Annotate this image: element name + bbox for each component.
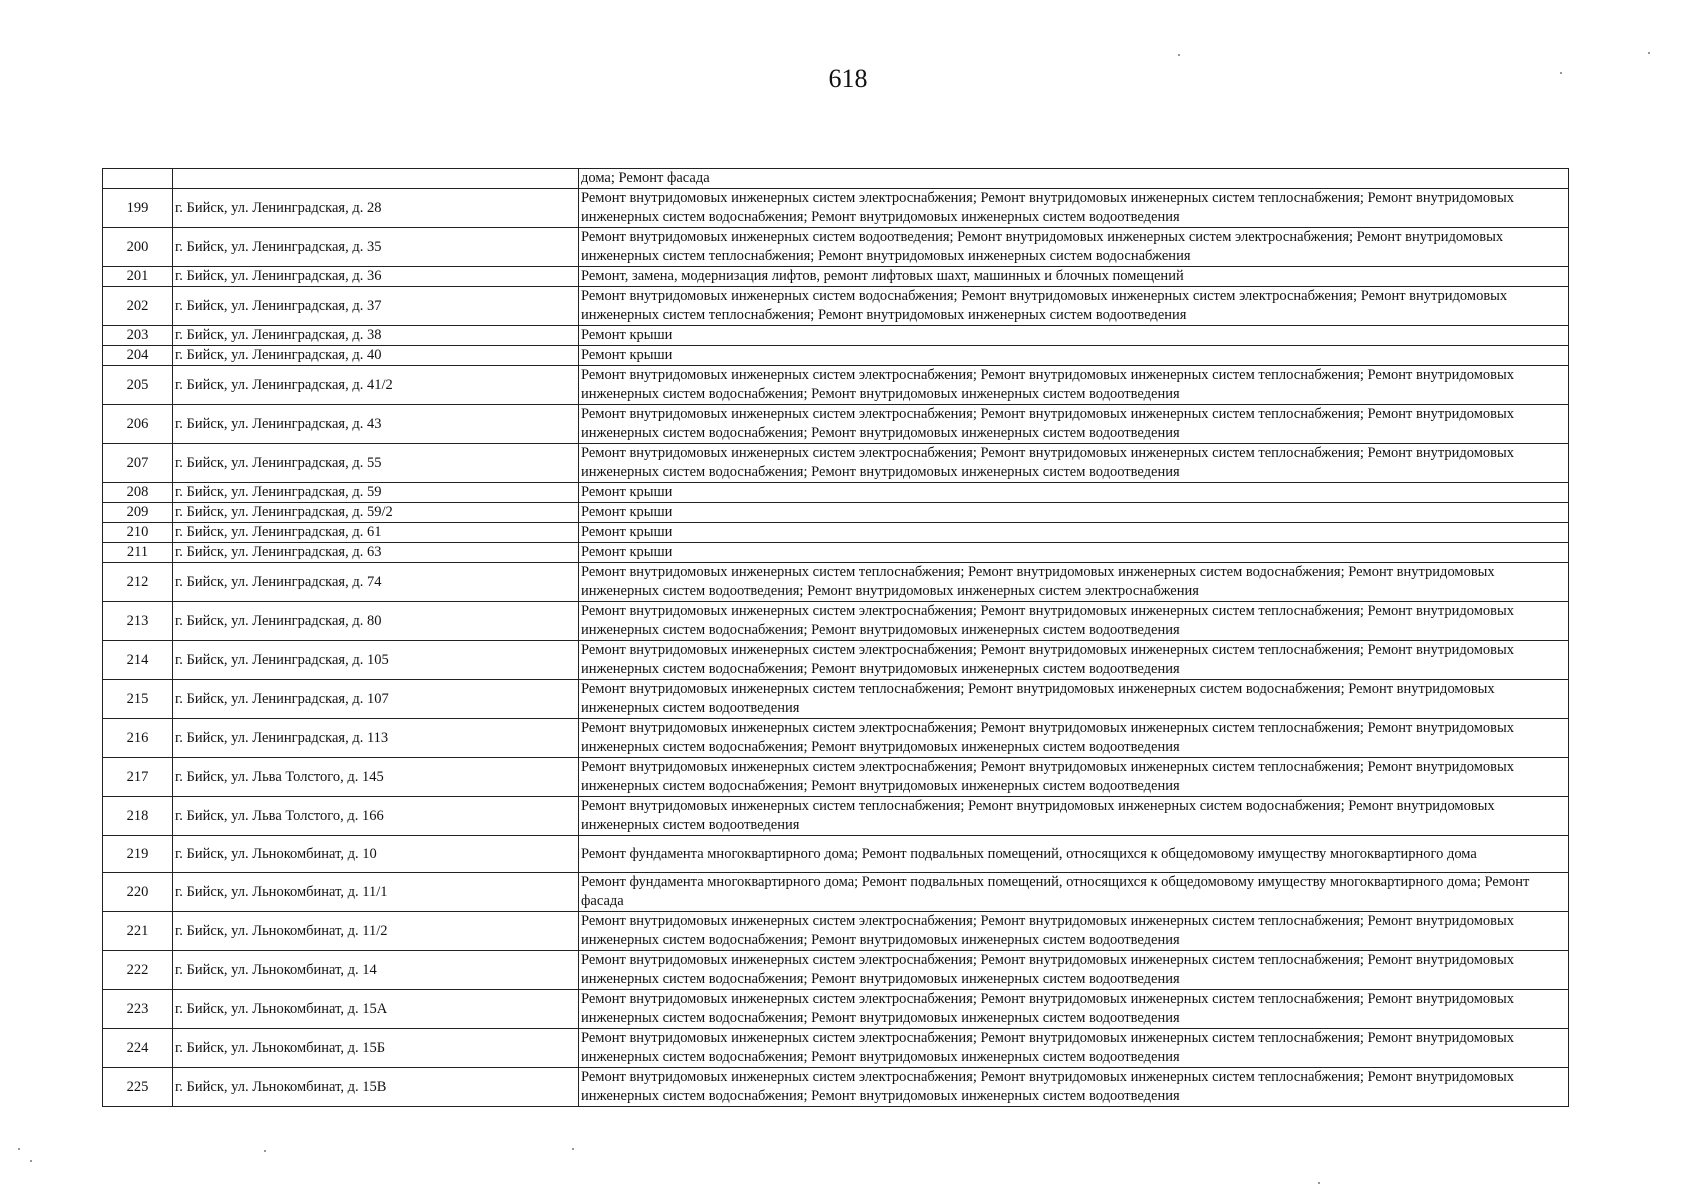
row-number: 225 [103,1068,173,1107]
scan-speck [18,1148,20,1150]
row-work-types: Ремонт внутридомовых инженерных систем электроснабжения; Ремонт внутридомовых инженерных систем теплоснабжения; Ремонт внутридомовых инженерных систем водоснабжения; Ремонт внутридомовых инженерных систем водоотведения [579,951,1569,990]
row-work-types: Ремонт внутридомовых инженерных систем электроснабжения; Ремонт внутридомовых инженерных систем теплоснабжения; Ремонт внутридомовых инженерных систем водоснабжения; Ремонт внутридомовых инженерных систем водоотведения [579,912,1569,951]
row-number: 203 [103,326,173,346]
row-work-types: Ремонт внутридомовых инженерных систем теплоснабжения; Ремонт внутридомовых инженерных систем водоснабжения; Ремонт внутридомовых инженерных систем водоотведения [579,797,1569,836]
row-work-types: Ремонт внутридомовых инженерных систем теплоснабжения; Ремонт внутридомовых инженерных систем водоснабжения; Ремонт внутридомовых инженерных систем водоотведения; Ремонт внутридомовых инженерных систем электроснабжения [579,563,1569,602]
table-row [103,563,1569,602]
row-address: г. Бийск, ул. Ленинградская, д. 41/2 [173,366,579,405]
row-address: г. Бийск, ул. Ленинградская, д. 113 [173,719,579,758]
table-row [103,680,1569,719]
row-address: г. Бийск, ул. Льва Толстого, д. 166 [173,797,579,836]
scan-speck [264,1150,266,1152]
row-number: 216 [103,719,173,758]
page-number: 618 [828,64,868,93]
row-work-types: Ремонт внутридомовых инженерных систем электроснабжения; Ремонт внутридомовых инженерных систем теплоснабжения; Ремонт внутридомовых инженерных систем водоснабжения; Ремонт внутридомовых инженерных систем водоотведения [579,758,1569,797]
row-work-types: Ремонт крыши [579,543,1569,563]
row-address: г. Бийск, ул. Ленинградская, д. 80 [173,602,579,641]
row-number: 220 [103,873,173,912]
row-number: 218 [103,797,173,836]
table-row [103,912,1569,951]
table-row [103,483,1569,503]
row-number: 214 [103,641,173,680]
row-number: 209 [103,503,173,523]
table-row [103,189,1569,228]
row-address: г. Бийск, ул. Ленинградская, д. 55 [173,444,579,483]
row-number: 210 [103,523,173,543]
row-address: г. Бийск, ул. Ленинградская, д. 36 [173,267,579,287]
table-row [103,602,1569,641]
row-work-types: Ремонт крыши [579,346,1569,366]
row-work-types: Ремонт крыши [579,483,1569,503]
row-work-types: Ремонт внутридомовых инженерных систем электроснабжения; Ремонт внутридомовых инженерных систем теплоснабжения; Ремонт внутридомовых инженерных систем водоснабжения; Ремонт внутридомовых инженерных систем водоотведения [579,444,1569,483]
row-address [173,169,579,189]
row-work-types: Ремонт внутридомовых инженерных систем водоснабжения; Ремонт внутридомовых инженерных систем электроснабжения; Ремонт внутридомовых инженерных систем теплоснабжения; Ремонт внутридомовых инженерных систем водоотведения [579,287,1569,326]
table-row [103,1068,1569,1107]
row-work-types: Ремонт внутридомовых инженерных систем теплоснабжения; Ремонт внутридомовых инженерных систем водоснабжения; Ремонт внутридомовых инженерных систем водоотведения [579,680,1569,719]
row-work-types: Ремонт внутридомовых инженерных систем электроснабжения; Ремонт внутридомовых инженерных систем теплоснабжения; Ремонт внутридомовых инженерных систем водоснабжения; Ремонт внутридомовых инженерных систем водоотведения [579,1068,1569,1107]
row-address: г. Бийск, ул. Льнокомбинат, д. 10 [173,836,579,873]
table-row [103,1029,1569,1068]
row-number: 212 [103,563,173,602]
row-number: 213 [103,602,173,641]
row-number: 215 [103,680,173,719]
row-address: г. Бийск, ул. Ленинградская, д. 37 [173,287,579,326]
scan-speck [1648,52,1650,54]
row-work-types: Ремонт крыши [579,523,1569,543]
row-number: 202 [103,287,173,326]
row-work-types: Ремонт внутридомовых инженерных систем водоотведения; Ремонт внутридомовых инженерных систем электроснабжения; Ремонт внутридомовых инженерных систем теплоснабжения; Ремонт внутридомовых инженерных систем водоснабжения [579,228,1569,267]
row-work-types: Ремонт внутридомовых инженерных систем электроснабжения; Ремонт внутридомовых инженерных систем теплоснабжения; Ремонт внутридомовых инженерных систем водоснабжения; Ремонт внутридомовых инженерных систем водоотведения [579,602,1569,641]
row-address: г. Бийск, ул. Льнокомбинат, д. 15Б [173,1029,579,1068]
table-row [103,169,1569,189]
row-address: г. Бийск, ул. Ленинградская, д. 59 [173,483,579,503]
row-work-types: Ремонт внутридомовых инженерных систем электроснабжения; Ремонт внутридомовых инженерных систем теплоснабжения; Ремонт внутридомовых инженерных систем водоснабжения; Ремонт внутридомовых инженерных систем водоотведения [579,641,1569,680]
row-number: 199 [103,189,173,228]
scan-speck [572,1148,574,1150]
table-row [103,797,1569,836]
row-address: г. Бийск, ул. Ленинградская, д. 43 [173,405,579,444]
table-row [103,990,1569,1029]
scan-speck [1178,54,1180,56]
row-number: 224 [103,1029,173,1068]
row-number: 211 [103,543,173,563]
row-number: 222 [103,951,173,990]
row-work-types: дома; Ремонт фасада [579,169,1569,189]
row-work-types: Ремонт внутридомовых инженерных систем электроснабжения; Ремонт внутридомовых инженерных систем теплоснабжения; Ремонт внутридомовых инженерных систем водоснабжения; Ремонт внутридомовых инженерных систем водоотведения [579,1029,1569,1068]
row-address: г. Бийск, ул. Ленинградская, д. 63 [173,543,579,563]
row-address: г. Бийск, ул. Ленинградская, д. 38 [173,326,579,346]
table-row [103,346,1569,366]
scan-speck [1318,1182,1320,1184]
table-row [103,641,1569,680]
row-address: г. Бийск, ул. Льнокомбинат, д. 15А [173,990,579,1029]
row-work-types: Ремонт внутридомовых инженерных систем электроснабжения; Ремонт внутридомовых инженерных систем теплоснабжения; Ремонт внутридомовых инженерных систем водоснабжения; Ремонт внутридомовых инженерных систем водоотведения [579,405,1569,444]
table-row [103,543,1569,563]
row-number: 204 [103,346,173,366]
row-address: г. Бийск, ул. Ленинградская, д. 74 [173,563,579,602]
row-number: 208 [103,483,173,503]
table-row [103,405,1569,444]
table-row [103,758,1569,797]
row-number [103,169,173,189]
row-number: 200 [103,228,173,267]
row-work-types: Ремонт внутридомовых инженерных систем электроснабжения; Ремонт внутридомовых инженерных систем теплоснабжения; Ремонт внутридомовых инженерных систем водоснабжения; Ремонт внутридомовых инженерных систем водоотведения [579,189,1569,228]
row-address: г. Бийск, ул. Ленинградская, д. 61 [173,523,579,543]
row-address: г. Бийск, ул. Ленинградская, д. 35 [173,228,579,267]
row-address: г. Бийск, ул. Ленинградская, д. 59/2 [173,503,579,523]
row-work-types: Ремонт внутридомовых инженерных систем электроснабжения; Ремонт внутридомовых инженерных систем теплоснабжения; Ремонт внутридомовых инженерных систем водоснабжения; Ремонт внутридомовых инженерных систем водоотведения [579,990,1569,1029]
table-row [103,326,1569,346]
scan-speck [30,1160,32,1162]
table-row [103,444,1569,483]
table-row [103,503,1569,523]
row-address: г. Бийск, ул. Ленинградская, д. 40 [173,346,579,366]
registry-body [103,169,1569,1107]
row-number: 201 [103,267,173,287]
repair-registry-table [102,168,1569,1107]
row-address: г. Бийск, ул. Льнокомбинат, д. 15В [173,1068,579,1107]
row-address: г. Бийск, ул. Льнокомбинат, д. 11/2 [173,912,579,951]
row-work-types: Ремонт фундамента многоквартирного дома; Ремонт подвальных помещений, относящихся к общедомовому имуществу многоквартирного дома [579,836,1569,873]
table-row [103,287,1569,326]
table-row [103,836,1569,873]
table-row [103,873,1569,912]
table-row [103,267,1569,287]
row-address: г. Бийск, ул. Льнокомбинат, д. 14 [173,951,579,990]
table-row [103,719,1569,758]
row-work-types: Ремонт внутридомовых инженерных систем электроснабжения; Ремонт внутридомовых инженерных систем теплоснабжения; Ремонт внутридомовых инженерных систем водоснабжения; Ремонт внутридомовых инженерных систем водоотведения [579,366,1569,405]
row-number: 206 [103,405,173,444]
row-number: 217 [103,758,173,797]
row-work-types: Ремонт крыши [579,326,1569,346]
scan-speck [1560,72,1562,74]
row-number: 207 [103,444,173,483]
table-row [103,523,1569,543]
row-address: г. Бийск, ул. Льва Толстого, д. 145 [173,758,579,797]
row-number: 223 [103,990,173,1029]
table-row [103,228,1569,267]
row-work-types: Ремонт внутридомовых инженерных систем электроснабжения; Ремонт внутридомовых инженерных систем теплоснабжения; Ремонт внутридомовых инженерных систем водоснабжения; Ремонт внутридомовых инженерных систем водоотведения [579,719,1569,758]
row-number: 205 [103,366,173,405]
row-address: г. Бийск, ул. Ленинградская, д. 105 [173,641,579,680]
row-work-types: Ремонт крыши [579,503,1569,523]
table-row [103,951,1569,990]
row-address: г. Бийск, ул. Ленинградская, д. 28 [173,189,579,228]
row-work-types: Ремонт, замена, модернизация лифтов, ремонт лифтовых шахт, машинных и блочных помещений [579,267,1569,287]
row-work-types: Ремонт фундамента многоквартирного дома; Ремонт подвальных помещений, относящихся к общедомовому имуществу многоквартирного дома; Ремонт фасада [579,873,1569,912]
row-number: 221 [103,912,173,951]
row-number: 219 [103,836,173,873]
row-address: г. Бийск, ул. Ленинградская, д. 107 [173,680,579,719]
table-row [103,366,1569,405]
row-address: г. Бийск, ул. Льнокомбинат, д. 11/1 [173,873,579,912]
